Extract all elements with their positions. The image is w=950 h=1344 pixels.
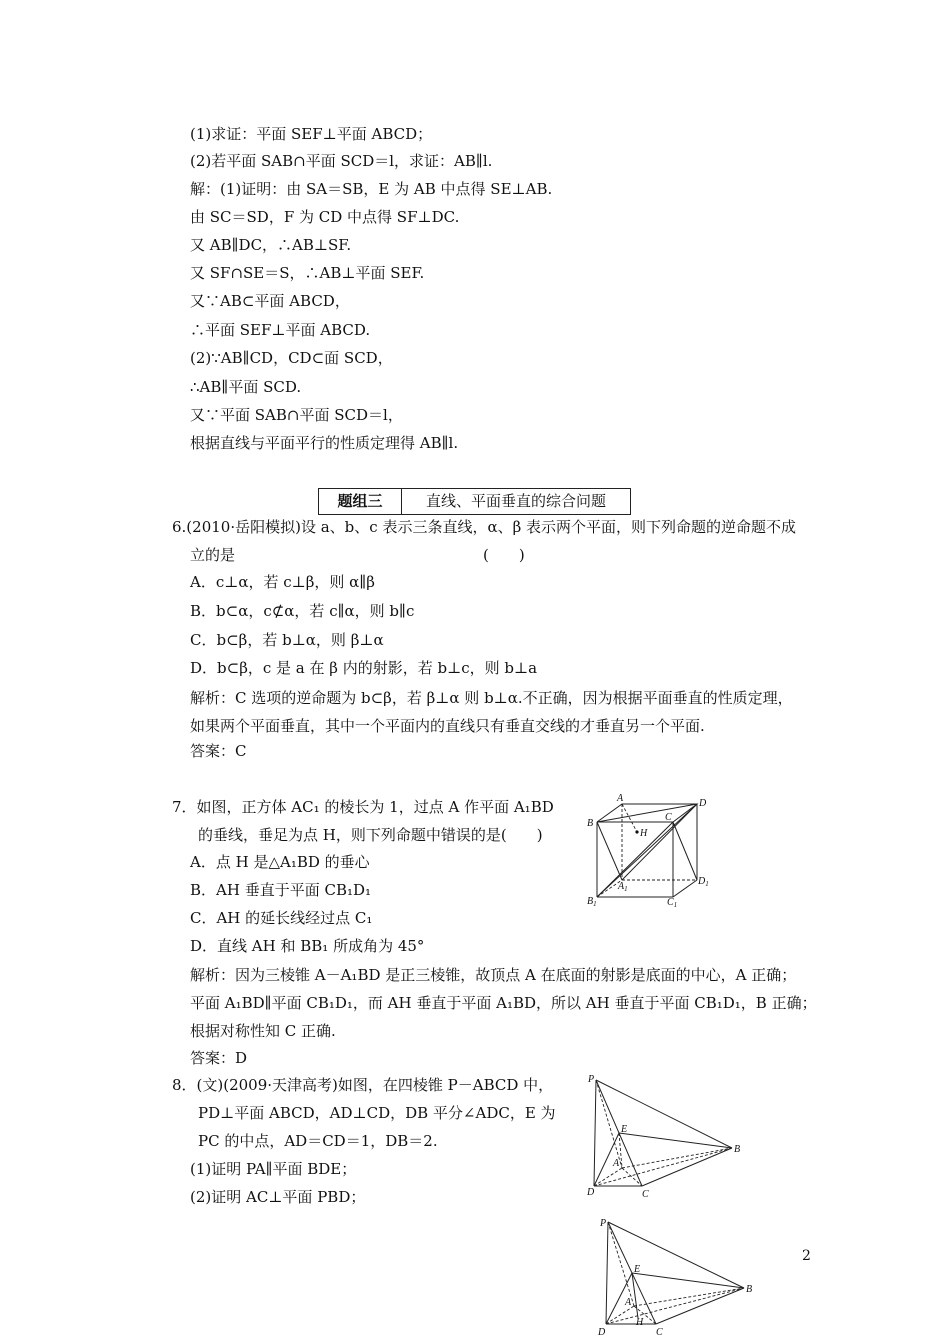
cube-figure xyxy=(585,792,715,910)
pyr1-label-P: P xyxy=(588,1074,595,1085)
pyr2-label-E: E xyxy=(634,1264,641,1275)
cube-label-C: C xyxy=(665,812,672,823)
text-line-l33: PD⊥平面 ABCD，AD⊥CD，DB 平分∠ADC，E 为 xyxy=(198,1104,556,1122)
text-line-l21: 答案：C xyxy=(190,742,247,760)
text-line-l8: ∴平面 SEF⊥平面 ABCD. xyxy=(190,321,371,339)
cube-label-A: A xyxy=(617,793,624,804)
cube-label-A1: $A_1$ xyxy=(618,881,628,893)
text-line-l27: D．直线 AH 和 BB₁ 所成角为 45° xyxy=(190,937,425,955)
pyr1-label-D: D xyxy=(587,1187,595,1198)
text-line-l19: 解析：C 选项的逆命题为 b⊂β，若 β⊥α 则 b⊥α.不正确，因为根据平面垂直的性质定理， xyxy=(190,689,793,707)
text-line-l20: 如果两个平面垂直，其中一个平面内的直线只有垂直交线的才垂直另一个平面. xyxy=(190,717,705,735)
cube-label-D: D xyxy=(699,798,707,809)
pyr2-label-D: D xyxy=(598,1327,606,1338)
text-line-l10: ∴AB∥平面 SCD. xyxy=(190,378,302,396)
pyr2-label-A: A xyxy=(625,1297,632,1308)
cube-label-D1: $D_1$ xyxy=(698,876,709,888)
text-line-l7: 又∵AB⊂平面 ABCD， xyxy=(190,292,350,310)
pyr2-label-B: B xyxy=(746,1284,753,1295)
pyr1-label-C: C xyxy=(642,1189,649,1200)
text-line-l14: 立的是 xyxy=(190,546,236,564)
text-line-l34: PC 的中点，AD＝CD＝1，DB＝2. xyxy=(198,1132,438,1150)
text-line-l17: C．b⊂β，若 b⊥α，则 β⊥α xyxy=(190,631,384,649)
pyr1-label-A: A xyxy=(613,1158,620,1169)
text-line-l29: 平面 A₁BD∥平面 CB₁D₁，而 AH 垂直于平面 A₁BD，所以 AH 垂直于平面 CB₁D₁，B 正确； xyxy=(190,994,817,1012)
pyr1-label-E: E xyxy=(621,1124,628,1135)
text-line-l32: 8．(文)(2009·天津高考)如图，在四棱锥 P－ABCD 中， xyxy=(172,1076,554,1094)
text-line-l15: A．c⊥α，若 c⊥β，则 α∥β xyxy=(190,573,375,591)
cube-label-B1: $B_1$ xyxy=(587,896,597,908)
text-line-l16: B．b⊂α，c⊄α，若 c∥α，则 b∥c xyxy=(190,602,415,620)
text-line-l31: 答案：D xyxy=(190,1049,248,1067)
text-line-l1: (1)求证：平面 SEF⊥平面 ABCD； xyxy=(190,125,433,143)
text-line-l2: (2)若平面 SAB∩平面 SCD＝l，求证：AB∥l. xyxy=(190,152,493,170)
text-line-l9: (2)∵AB∥CD，CD⊂面 SCD， xyxy=(190,349,393,367)
cube-label-H: H xyxy=(640,828,648,839)
pyr2-label-P: P xyxy=(600,1218,607,1229)
text-line-l35: (1)证明 PA∥平面 BDE； xyxy=(190,1160,357,1178)
text-line-l12: 根据直线与平面平行的性质定理得 AB∥l. xyxy=(190,434,459,452)
text-line-l25: B．AH 垂直于平面 CB₁D₁ xyxy=(190,881,372,899)
pyr1-label-B: B xyxy=(734,1144,741,1155)
text-line-l22: 7．如图，正方体 AC₁ 的棱长为 1，过点 A 作平面 A₁BD xyxy=(172,798,554,816)
pyramid-figure-1 xyxy=(582,1070,747,1202)
text-line-l5: 又 AB∥DC，∴AB⊥SF. xyxy=(190,236,352,254)
text-line-l23: 的垂线，垂足为点 H，则下列命题中错误的是( ) xyxy=(198,826,543,844)
pyr2-label-C: C xyxy=(656,1327,663,1338)
cube-label-C1: $C_1$ xyxy=(667,897,678,909)
text-line-l36: (2)证明 AC⊥平面 PBD； xyxy=(190,1188,366,1206)
pyramid-figure-2 xyxy=(592,1214,762,1342)
text-line-l26: C．AH 的延长线经过点 C₁ xyxy=(190,909,373,927)
page-number: 2 xyxy=(802,1248,811,1264)
pyr2-label-H: H xyxy=(636,1317,644,1328)
text-line-l24: A．点 H 是△A₁BD 的垂心 xyxy=(190,853,370,871)
section-header-box xyxy=(318,488,631,515)
text-line-l6: 又 SF∩SE＝S，∴AB⊥平面 SEF. xyxy=(190,264,425,282)
section-label: 题组三 xyxy=(319,489,402,514)
text-line-l4: 由 SC＝SD，F 为 CD 中点得 SF⊥DC. xyxy=(190,208,460,226)
text-line-l14b: ( ) xyxy=(483,546,525,564)
text-line-l13: 6.(2010·岳阳模拟)设 a、b、c 表示三条直线，α、β 表示两个平面，则下列命题的逆命题不成 xyxy=(172,518,797,536)
text-line-l18: D．b⊂β，c 是 a 在 β 内的射影，若 b⊥c，则 b⊥a xyxy=(190,659,538,677)
cube-label-B: B xyxy=(587,818,594,829)
text-line-l28: 解析：因为三棱锥 A－A₁BD 是正三棱锥，故顶点 A 在底面的射影是底面的中心，A 正确； xyxy=(190,966,797,984)
text-line-l30: 根据对称性知 C 正确. xyxy=(190,1022,336,1040)
text-line-l3: 解：(1)证明：由 SA＝SB，E 为 AB 中点得 SE⊥AB. xyxy=(190,180,553,198)
section-title: 直线、平面垂直的综合问题 xyxy=(425,492,606,510)
text-line-l11: 又∵平面 SAB∩平面 SCD＝l， xyxy=(190,406,403,424)
